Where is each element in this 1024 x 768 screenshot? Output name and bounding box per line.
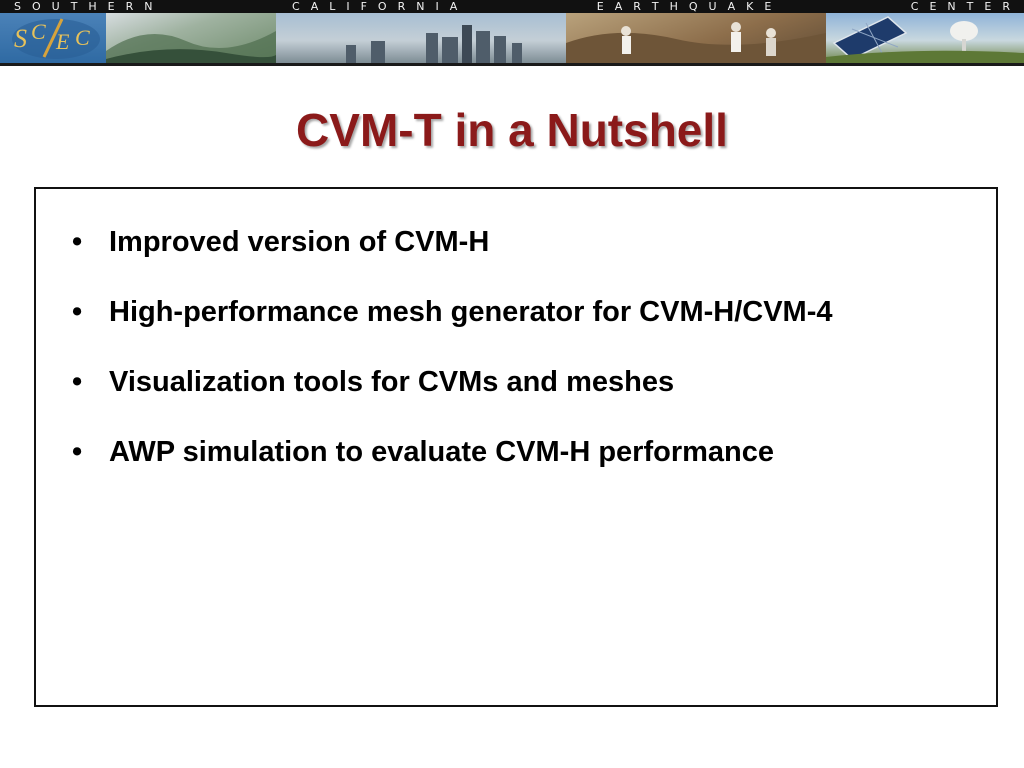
banner-photo-hills	[106, 13, 276, 63]
org-word-0: S O U T H E R N	[14, 0, 153, 13]
logo-letter-s: S	[14, 24, 27, 53]
banner-photo-gps-station	[826, 13, 1024, 63]
banner-bottom-rule	[0, 63, 1024, 66]
scec-logo	[0, 13, 106, 63]
bullet-text: High-performance mesh generator for CVM-H/CVM-4	[109, 296, 833, 328]
banner-photo-field-team	[566, 13, 826, 63]
banner-photo-city-skyline	[276, 13, 566, 63]
bullet-marker: •	[72, 296, 83, 328]
bullet-marker: •	[72, 436, 83, 468]
header-banner	[0, 0, 1024, 66]
bullet-marker: •	[72, 366, 83, 398]
slide-title: CVM-T in a Nutshell	[296, 104, 728, 156]
org-word-3: C E N T E R	[910, 0, 1010, 13]
bullet-marker: •	[72, 226, 83, 258]
logo-letter-c2: C	[75, 25, 90, 50]
org-word-1: C A L I F O R N I A	[292, 0, 458, 13]
logo-letter-c1: C	[31, 19, 46, 44]
bullet-text: Improved version of CVM-H	[109, 226, 490, 258]
organization-name-strip	[0, 0, 1024, 13]
bullet-text: Visualization tools for CVMs and meshes	[109, 366, 675, 398]
content-box	[34, 187, 998, 707]
logo-letter-e: E	[56, 29, 70, 54]
org-word-2: E A R T H Q U A K E	[596, 0, 772, 13]
bullet-text: AWP simulation to evaluate CVM-H performance	[109, 436, 774, 468]
